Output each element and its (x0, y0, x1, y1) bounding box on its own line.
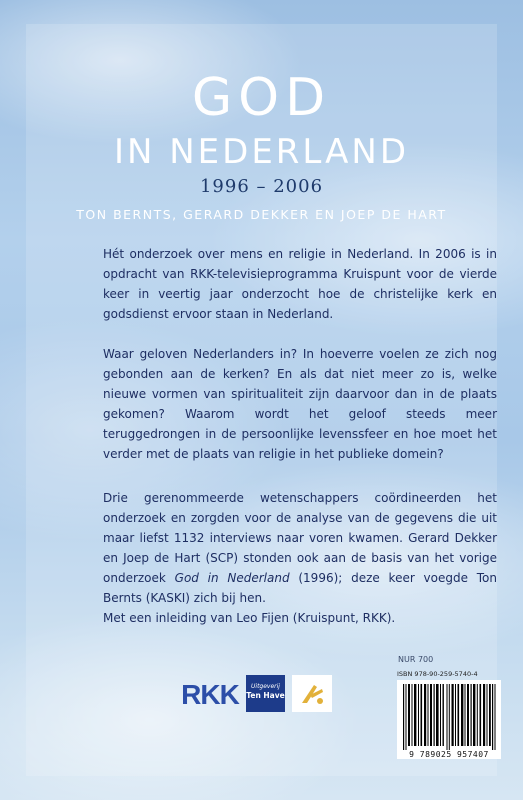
title-in-nederland: IN NEDERLAND (113, 132, 410, 172)
publisher-logo-small-label: Uitgeverij (251, 683, 280, 690)
barcode-icon (397, 680, 501, 752)
authors-line: TON BERNTS, GERARD DEKKER EN JOEP DE HART (76, 207, 447, 222)
blurb-paragraph-3 (103, 488, 497, 628)
kaski-logo-icon (292, 675, 332, 712)
blurb-paragraph-1: Hét onderzoek over mens en religie in Nederland. In 2006 is in opdracht van RKK-televisieprogramma Kruispunt voor de vierde keer in veertig jaar onderzocht hoe de christelijke kerk en godsdienst ervoor staan in Nederland. (103, 247, 497, 321)
publisher-logo-name: Ten Have (246, 691, 285, 700)
blurb-paragraph-3-text-a: Drie gerenommeerde wetenschappers coördineerden het onderzoek en zorgden voor de analyse van de gegevens die uit maar liefst 1132 interviews naar voren kwamen. Gerard Dekker en Joep de Hart (SCP) stonden ook aan de basis van het vorige onderzoek (103, 491, 497, 585)
book-title-reference: God in Nederland (174, 571, 290, 585)
title-god: GOD (191, 68, 332, 128)
blurb-paragraph-3-text-b: (1996); deze keer voegde Ton Bernts (KASKI) zich bij hen. (103, 571, 497, 605)
rkk-logo: RKK (181, 679, 239, 710)
nur-code: NUR 700 (398, 655, 434, 664)
title-years: 1996 – 2006 (199, 176, 324, 197)
blurb-paragraph-2: Waar geloven Nederlanders in? In hoeverre voelen ze zich nog gebonden aan de kerken? En als dat niet meer zo is, welke nieuwe vormen van spiritualiteit zijn daarvoor dan in de plaats gekomen? Waarom wordt het geloof steeds meer teruggedrongen in de persoonlijke levenssfeer en hoe moet het verder met de plaats van religie in het publieke domein? (103, 347, 497, 461)
isbn-label: ISBN 978-90-259-5740-4 (397, 670, 478, 678)
publisher-logo (246, 675, 285, 712)
blurb-introduction-line: Met een inleiding van Leo Fijen (Kruispunt, RKK). (103, 611, 396, 625)
barcode-digits: 9 789025 957407 (397, 750, 501, 759)
